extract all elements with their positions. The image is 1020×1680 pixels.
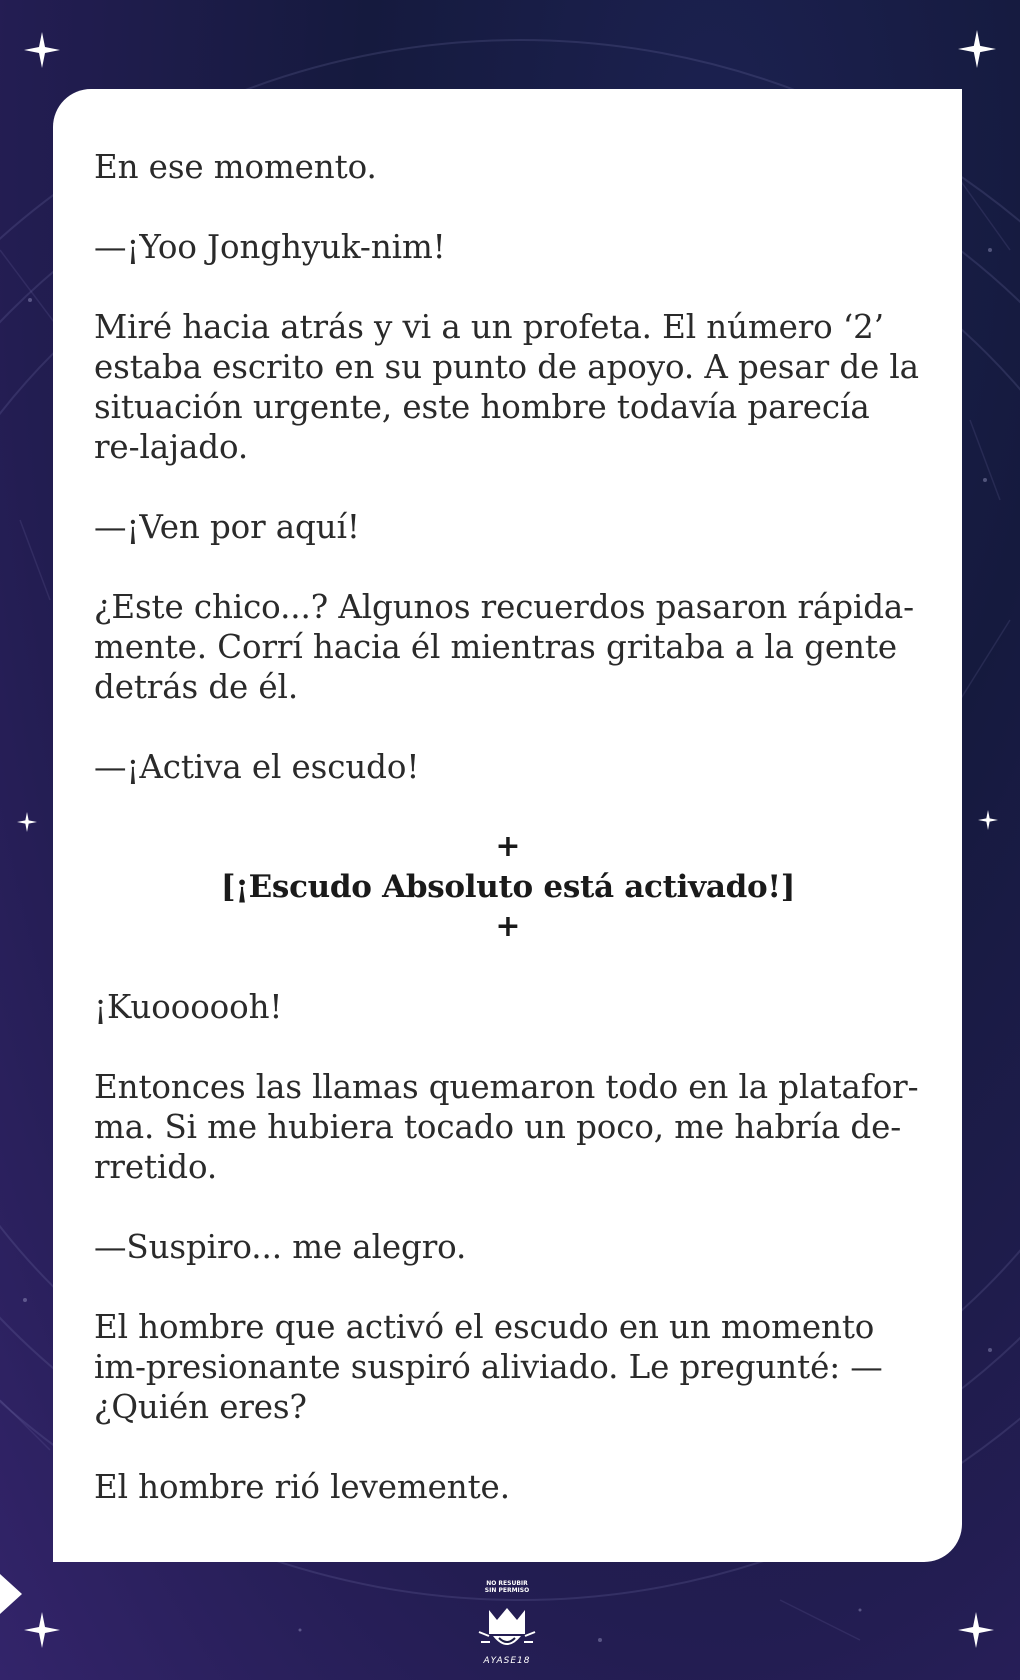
story-paragraph: —¡Yoo Jonghyuk-nim! <box>94 228 446 266</box>
sparkle-icon <box>978 810 998 830</box>
story-paragraph: Entonces las llamas quemaron todo en la platafor-ma. Si me hubiera tocado un poco, me habría de-rretido. <box>94 1068 919 1186</box>
crown-face-icon <box>477 1596 537 1656</box>
watermark-logo <box>452 1580 562 1670</box>
sparkle-icon <box>958 30 996 68</box>
story-paragraph: —Suspiro... me alegro. <box>94 1228 467 1266</box>
sparkle-icon <box>958 1612 994 1648</box>
story-paragraph: En ese momento. <box>94 148 377 186</box>
system-message: [¡Escudo Absoluto está activado!] <box>220 869 796 905</box>
story-paragraph: —¡Ven por aquí! <box>94 508 360 546</box>
plus-divider-top: + <box>495 829 521 864</box>
story-card <box>53 89 962 1562</box>
story-paragraph: Miré hacia atrás y vi a un profeta. El número ‘2’ estaba escrito en su punto de apoyo. A pesar de la situación urgente, este hombre todavía parecía re-lajado. <box>94 308 919 466</box>
edge-arrow-icon <box>0 1570 22 1618</box>
system-message-block <box>94 827 922 947</box>
story-paragraph: ¡Kuoooooh! <box>94 988 283 1026</box>
sparkle-icon <box>24 1612 60 1648</box>
plus-divider-bottom: + <box>495 909 521 944</box>
watermark-signature: AYASE18 <box>483 1656 531 1666</box>
story-paragraph: ¿Este chico...? Algunos recuerdos pasaron rápida-mente. Corrí hacia él mientras gritaba a la gente detrás de él. <box>94 588 915 706</box>
story-paragraph: El hombre rió levemente. <box>94 1468 510 1506</box>
sparkle-icon <box>17 812 37 832</box>
story-paragraph: —¡Activa el escudo! <box>94 748 420 786</box>
story-paragraph: El hombre que activó el escudo en un momento im-presionante suspiró aliviado. Le pregunté: —¿Quién eres? <box>94 1308 883 1426</box>
watermark-text: NO RESUBIR SIN PERMISO <box>484 1580 530 1594</box>
sparkle-icon <box>24 32 60 68</box>
